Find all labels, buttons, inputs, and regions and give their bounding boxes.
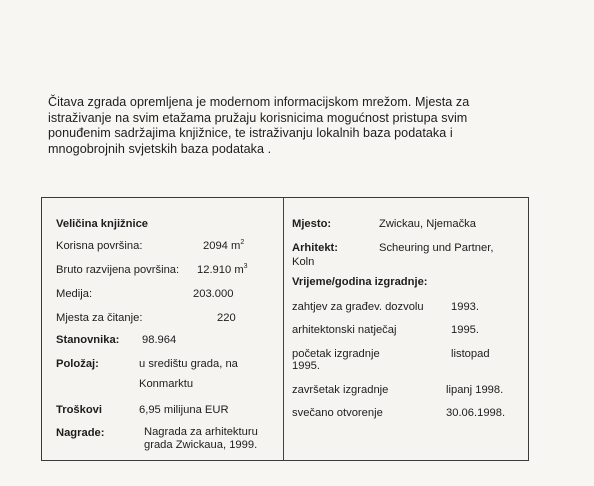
costs-value: 6,95 milijuna EUR — [139, 404, 229, 416]
timeline-heading: Vrijeme/godina izgradnje: — [292, 276, 428, 288]
architect-label: Arhitekt: — [292, 242, 338, 254]
gross-area-value: 12.910 $m^3$ — [197, 263, 248, 276]
architect-value: Scheuring und Partner, — [379, 242, 494, 254]
paragraph-line: mnogobrojnih svjetskih baza podataka . — [48, 141, 272, 156]
paragraph-line: istraživanje na svim etažama pružaju korisnicima mogućnost pristupa svim — [48, 110, 468, 125]
timeline-label: 1995. — [292, 360, 320, 372]
awards-value-line2: grada Zwickaua, 1999. — [144, 439, 258, 451]
paragraph-line: Čitava zgrada opremljena je modernom informacijskom mrežom. Mjesta za — [48, 95, 470, 109]
architect-value-line2: Koln — [292, 256, 315, 268]
timeline-value: lipanj 1998. — [446, 384, 504, 396]
location-label: Položaj: — [56, 358, 99, 370]
awards-value-line1: Nagrada za arhitekturu — [144, 426, 258, 438]
timeline-value: 1995. — [451, 324, 479, 336]
timeline-label: svečano otvorenje — [292, 407, 383, 419]
intro-paragraph — [48, 95, 528, 157]
timeline-value: 30.06.1998. — [446, 407, 506, 419]
place-value: Zwickau, Njemačka — [379, 218, 476, 230]
location-value-line2: Konmarktu — [139, 378, 194, 390]
paragraph-line: ponuđenim sadržajima knjižnice, te istraživanju lokalnih baza podataka i — [48, 126, 453, 140]
timeline-label: zahtjev za građev. dozvolu — [292, 301, 424, 313]
awards-label: Nagrade: — [56, 427, 105, 439]
place-label: Mjesto: — [292, 218, 332, 230]
usable-area-label: Korisna površina: — [56, 240, 143, 252]
population-label: Stanovnika: — [56, 334, 120, 346]
timeline-label: arhitektonski natječaj — [292, 324, 397, 336]
timeline-label: završetak izgradnje — [292, 384, 389, 396]
timeline-value: 1993. — [451, 301, 479, 313]
gross-area-label: Bruto razvijena površina: — [56, 264, 180, 276]
timeline-label: početak izgradnje — [292, 348, 380, 360]
column-divider — [283, 198, 284, 460]
location-value-line1: u središtu grada, na — [139, 358, 238, 370]
usable-area-value: 2094 $m^2$ — [203, 239, 245, 252]
library-facts-box — [41, 197, 529, 461]
costs-label: Troškovi — [56, 404, 103, 416]
timeline-value: listopad — [451, 348, 490, 360]
reading-seats-label: Mjesta za čitanje: — [56, 312, 143, 324]
size-heading: Veličina knjižnice — [56, 218, 149, 230]
population-value: 98.964 — [142, 334, 177, 346]
reading-seats-value: 220 — [217, 312, 236, 324]
media-label: Medija: — [56, 288, 93, 300]
media-value: 203.000 — [193, 288, 234, 300]
